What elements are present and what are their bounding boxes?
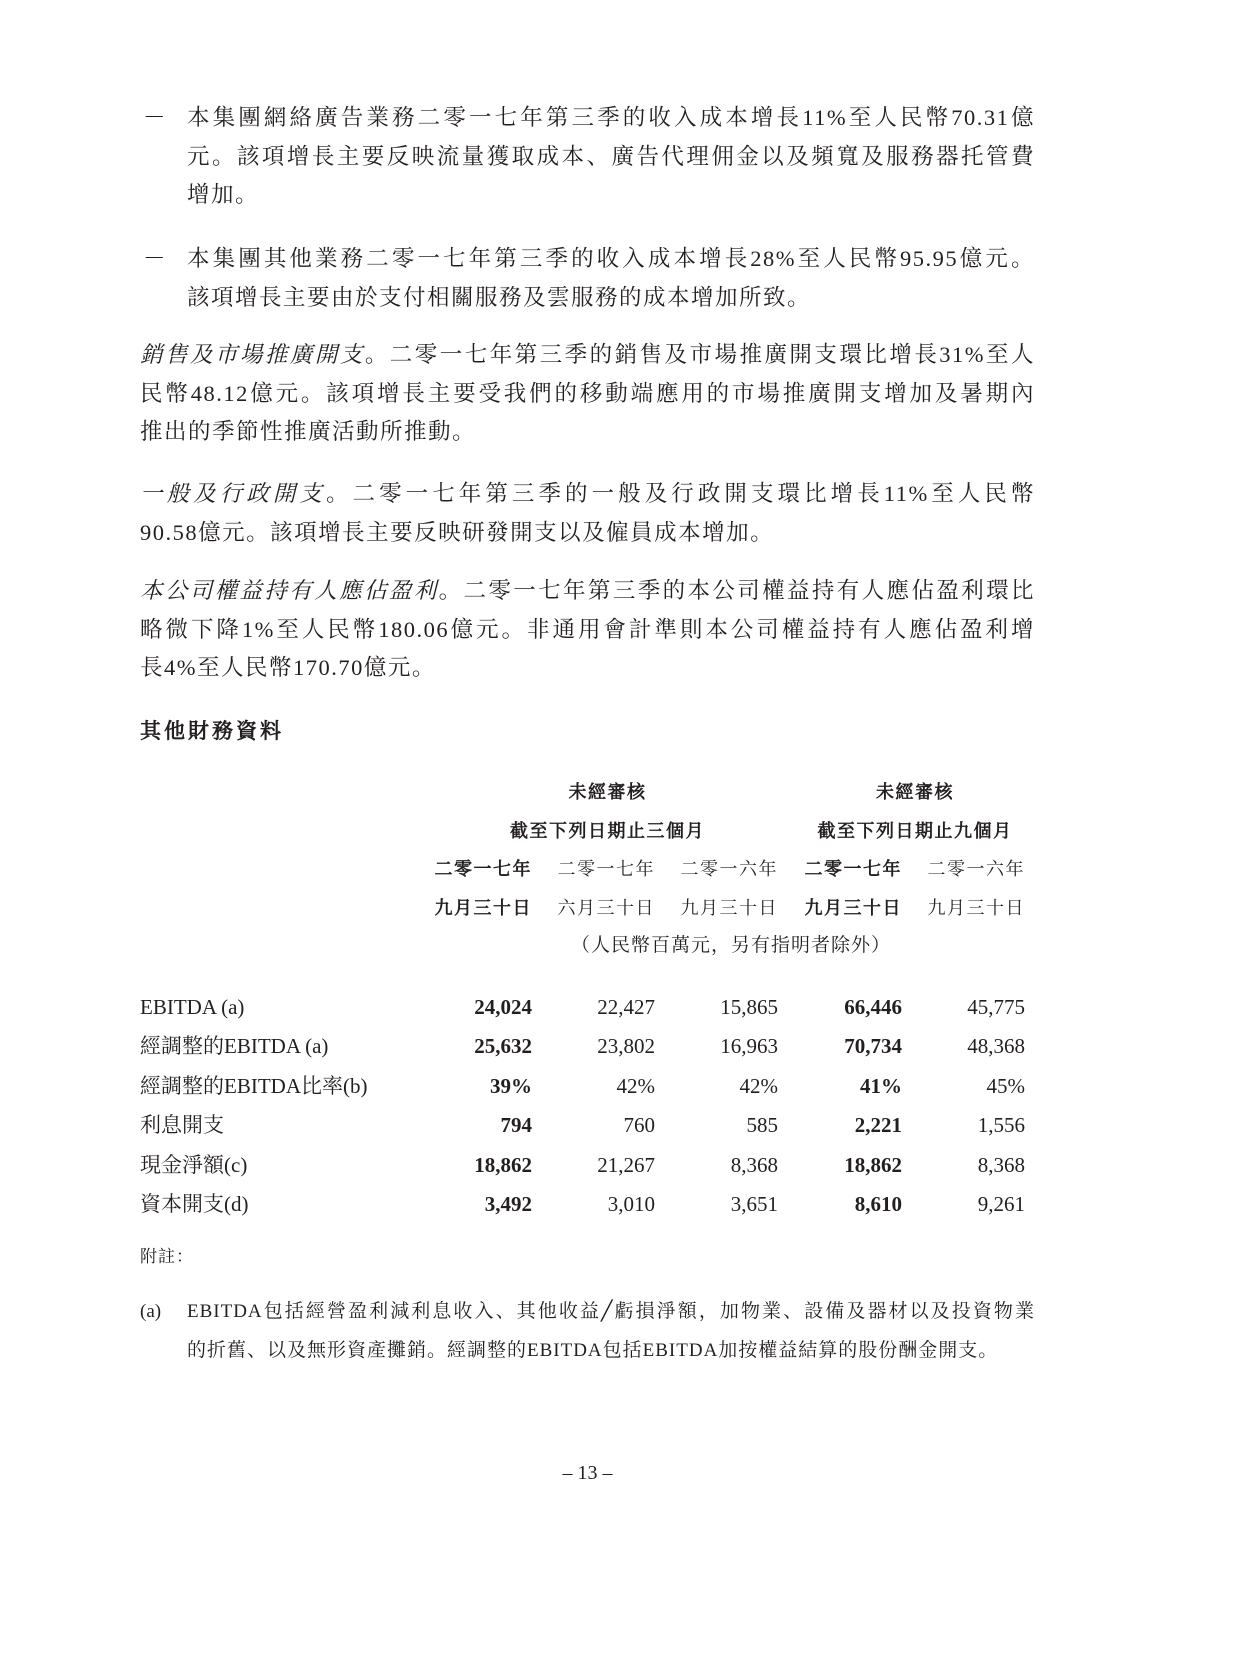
note-line: 的折舊、以及無形資產攤銷。經調整的EBITDA包括EBITDA加按權益結算的股份酬金開支。	[187, 1339, 999, 1361]
row-label: 現金淨額(c)	[140, 1152, 248, 1177]
cell-value: 18,862	[844, 1152, 902, 1177]
paragraph-line: 民幣48.12億元。該項增長主要受我們的移動端應用的市場推廣開支增加及暑期內	[140, 380, 1035, 406]
column-year: 二零一七年	[804, 859, 902, 879]
bullet-line: 該項增長主要由於支付相關服務及雲服務的成本增加所致。	[187, 284, 812, 310]
group-status-nine-months: 未經審核	[876, 782, 954, 802]
table-row	[140, 1027, 1025, 1066]
cell-value: 794	[500, 1113, 532, 1138]
header-spacer	[140, 773, 412, 812]
page-number: – 13 –	[562, 1462, 613, 1484]
cell-value: 9,261	[977, 1191, 1025, 1216]
cell-value: 585	[746, 1113, 778, 1138]
cell-value: 15,865	[720, 995, 778, 1019]
row-label: 經調整的EBITDA (a)	[140, 1034, 329, 1059]
table-row	[140, 1146, 1025, 1185]
column-date: 六月三十日	[557, 897, 655, 918]
cell-value: 41%	[860, 1073, 902, 1098]
row-label: 資本開支(d)	[140, 1191, 249, 1216]
cell-value: 24,024	[474, 995, 532, 1019]
cell-value: 2,221	[854, 1113, 902, 1138]
bullet-line: 本集團網絡廣告業務二零一七年第三季的收入成本增長11%至人民幣70.31億	[187, 105, 1035, 130]
cell-value: 1,556	[977, 1113, 1025, 1138]
column-year: 二零一六年	[927, 859, 1025, 879]
paragraph-line: 推出的季節性推廣活動所推動。	[140, 419, 477, 444]
cell-value: 42%	[739, 1073, 778, 1098]
cell-value: 42%	[616, 1073, 655, 1098]
table-row	[140, 1106, 1025, 1145]
paragraph-line: 長4%至人民幣170.70億元。	[140, 655, 436, 680]
paragraph-text: 。二零一七年第三季的一般及行政開支環比增長11%至人民幣	[325, 481, 1035, 506]
paragraph-lead: 一般及行政開支	[140, 481, 326, 506]
cell-value: 66,446	[844, 995, 902, 1019]
cell-value: 8,610	[854, 1191, 902, 1216]
bullet-text	[187, 99, 1035, 215]
cell-value: 18,862	[474, 1152, 532, 1177]
table-row	[140, 1185, 1025, 1224]
row-label: EBITDA (a)	[140, 995, 245, 1019]
column-year: 二零一七年	[434, 859, 532, 879]
table-row	[140, 1067, 1025, 1106]
cell-value: 39%	[490, 1073, 532, 1098]
cell-value: 48,368	[967, 1034, 1025, 1059]
group-status-three-months: 未經審核	[568, 782, 647, 802]
note-text	[187, 1293, 1035, 1370]
cell-value: 22,427	[597, 995, 655, 1019]
paragraph-line	[140, 336, 1035, 375]
cell-value: 8,368	[977, 1152, 1025, 1177]
notes-title: 附註：	[140, 1247, 194, 1266]
bullet-text	[187, 240, 1035, 317]
cell-value: 760	[623, 1113, 655, 1138]
bullet-marker: －	[143, 105, 166, 130]
cell-value: 3,492	[484, 1191, 532, 1216]
paragraph-general-admin	[140, 475, 1035, 552]
cell-value: 23,802	[597, 1034, 655, 1059]
note-line: EBITDA包括經營盈利減利息收入、其他收益╱虧損淨額，加物業、設備及器材以及投資物業	[187, 1301, 1035, 1322]
cell-value: 16,963	[720, 1034, 778, 1059]
paragraph-profit-attributable	[140, 572, 1035, 688]
cell-value: 21,267	[597, 1152, 655, 1177]
paragraph-line: 90.58億元。該項增長主要反映研發開支以及僱員成本增加。	[140, 519, 775, 545]
paragraph-selling-marketing	[140, 336, 1035, 452]
paragraph-line	[140, 572, 1035, 611]
table-body	[140, 988, 1025, 1224]
group-period-nine-months: 截至下列日期止九個月	[817, 820, 1013, 841]
cell-value: 70,734	[844, 1034, 902, 1059]
bullet-marker: －	[143, 246, 166, 271]
paragraph-text: 。二零一七年第三季的銷售及市場推廣開支環比增長31%至人	[364, 342, 1035, 367]
table-row	[140, 988, 1025, 1027]
column-year: 二零一七年	[557, 859, 655, 879]
paragraph-line: 略微下降1%至人民幣180.06億元。非通用會計準則本公司權益持有人應佔盈利增	[140, 616, 1035, 642]
column-date: 九月三十日	[434, 897, 532, 918]
unit-note: （人民幣百萬元，另有指明者除外）	[570, 935, 891, 956]
group-period-three-months: 截至下列日期止三個月	[510, 820, 705, 841]
cell-value: 45%	[986, 1073, 1025, 1098]
bullet-line: 增加。	[187, 182, 260, 207]
paragraph-lead: 銷售及市場推廣開支	[140, 342, 365, 367]
cell-value: 25,632	[474, 1034, 532, 1059]
cell-value: 3,651	[730, 1191, 778, 1216]
column-year: 二零一六年	[680, 859, 778, 879]
paragraph-lead: 本公司權益持有人應佔盈利	[140, 578, 439, 603]
bullet-line: 本集團其他業務二零一七年第三季的收入成本增長28%至人民幣95.95億元。	[187, 246, 1035, 271]
table-header	[140, 773, 1025, 966]
section-heading: 其他財務資料	[140, 720, 284, 743]
column-date: 九月三十日	[927, 897, 1025, 918]
note-marker: (a)	[140, 1301, 162, 1322]
cell-value: 3,010	[607, 1191, 655, 1216]
column-date: 九月三十日	[680, 897, 778, 918]
column-date: 九月三十日	[804, 897, 902, 918]
cell-value: 8,368	[730, 1152, 778, 1177]
paragraph-text: 。二零一七年第三季的本公司權益持有人應佔盈利環比	[438, 578, 1035, 603]
row-label: 經調整的EBITDA比率(b)	[140, 1073, 368, 1098]
paragraph-line	[140, 475, 1035, 514]
cell-value: 45,775	[967, 995, 1025, 1019]
row-label: 利息開支	[140, 1113, 224, 1138]
bullet-line: 元。該項增長主要反映流量獲取成本、廣告代理佣金以及頻寬及服務器托管費	[187, 143, 1035, 169]
